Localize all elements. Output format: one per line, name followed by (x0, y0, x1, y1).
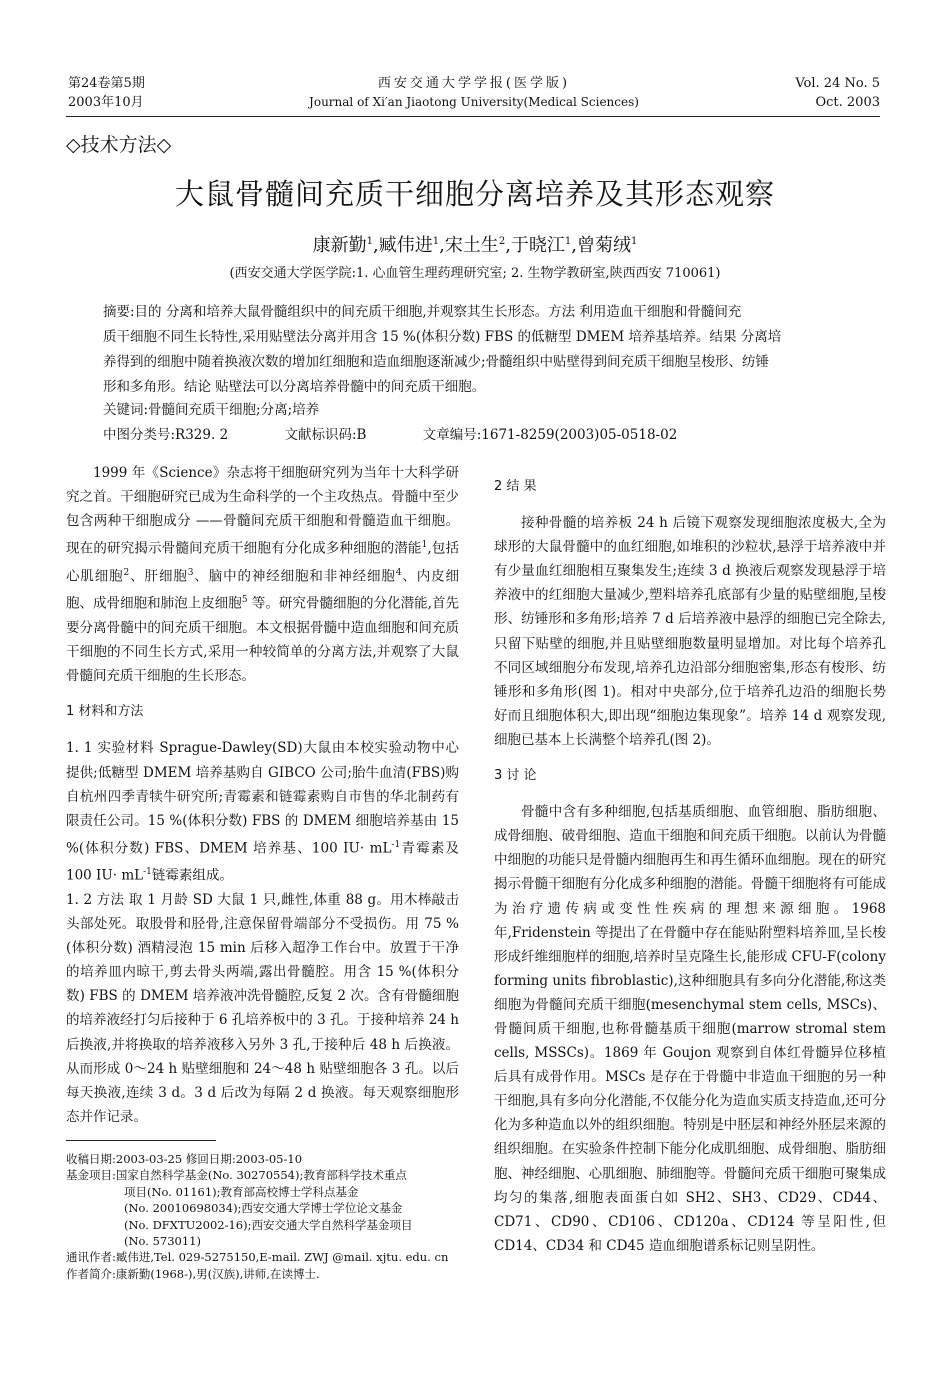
author-affil-mark: 1 (366, 236, 373, 247)
paper-title: 大鼠骨髓间充质干细胞分离培养及其形态观察 (174, 177, 775, 211)
date-en: Oct. 2003 (815, 95, 880, 110)
fund-line: 项目(No. 01161);教育部高校博士学科点基金 (124, 1184, 359, 1199)
author-affil-mark: 1 (432, 236, 440, 247)
section-heading-discussion: 3 讨 论 (494, 768, 537, 784)
author-list: 康新勤$^1$,臧伟进$^1$,宋土生$^2$,于晓江$^1$,曾菊绒$^1$ (312, 235, 638, 256)
section-heading-results: 2 结 果 (494, 479, 537, 494)
received-date: 收稿日期:2003-03-25 修回日期:2003-05-10 (66, 1152, 303, 1166)
author-affil-mark: 1 (631, 236, 638, 247)
footnote-rule (66, 1140, 216, 1141)
discussion-paragraph: 骨髓中含有多种细胞,包括基质细胞、血管细胞、脂肪细胞、成骨细胞、破骨细胞、造血干细胞和间充质干细胞。以前认为骨髓中细胞的功能只是骨髓内细胞再生和再生循环血细胞。现在的研究揭示骨髓干细胞有分化成多种细胞的潜能。骨髓干细胞将有可能成为治疗遗传病或变性性疾病的理想来源细胞。1968 年,Fridenstein 等提出了在骨髓中存在能贴附塑料培养皿,呈长梭形成纤维细胞样的细胞,培养时呈克隆生长,能形成 CFU-F(colony forming units fibroblastic),这种细胞具有多向分化潜能,称这类细胞为骨髓间充质干细胞(mesenchymal stem cells, MSCs)、骨髓间质干细胞,也称骨髓基质干细胞(marrow stromal stem cells, MSSCs)。1869 年 Goujon 观察到自体红骨髓异位移植后具有成骨作用。MSCs 是存在于骨髓中非造血干细胞的另一种干细胞,具有多向分化潜能,不仅能分化为造血实质支持造血,还可分化为多种造血以外的组织细胞。特别是中胚层和神经外胚层来源的组织细胞。在实验条件控制下能分化成肌细胞、成骨细胞、脂肪细胞、神经细胞、心肌细胞、肺细胞等。骨髓间充质干细胞可聚集成均匀的集落,细胞表面蛋白如 SH2、SH3、CD29、CD44、CD71、CD90、CD106、CD120a、CD124 等呈阳性,但 CD14、CD34 和 CD45 造血细胞谱系标记则呈阴性。 (494, 804, 886, 1254)
left-column (66, 461, 459, 1129)
right-column (494, 461, 886, 1258)
header-right (795, 74, 880, 112)
section-tag: ◇技术方法◇ (66, 134, 172, 156)
section-heading-methods: 1 材料和方法 (66, 704, 144, 720)
abstract (103, 300, 853, 400)
fund-line: (No. 573011) (124, 1234, 201, 1249)
intro-paragraph: 1999 年《Science》杂志将干细胞研究列为当年十大科学研究之首。干细胞研究已成为生命科学的一个主攻热点。骨髓中至少包含两种干细胞成分 ——骨髓间充质干细胞和骨髓造血干细胞。现在的研究揭示骨髓间充质干细胞有分化成多种细胞的潜能$^1$,包括心肌细胞$^2$、肝细胞$^3$、脑中的神经细胞和非神经细胞$^4$、内皮细胞、成骨细胞和肺泡上皮细胞$^5$ 等。研究骨髓细胞的分化潜能,首先要分离骨髓中的间充质干细胞。本文根据骨髓中造血细胞和间充质干细胞的不同生长方式,采用一种较简单的分离方法,并观察了大鼠骨髓间充质干细胞的生长形态。 (66, 465, 460, 685)
volume-issue-en: Vol. 24 No. 5 (795, 76, 880, 91)
materials-paragraph: 1. 1 实验材料 Sprague-Dawley(SD)大鼠由本校实验动物中心提供;低糖型 DMEM 培养基购自 GIBCO 公司;胎牛血清(FBS)购自杭州四季青犊牛研究所;青霉素和链霉素购自市售的华北制药有限责任公司。15 %(体积分数) FBS 的 DMEM 细胞培养基由 15 %(体积分数) FBS、DMEM 培养基、100 $IU\cdot mL^{-1}$青霉素及 100 $IU\cdot mL^{-1}$链霉素组成。 (66, 740, 460, 884)
header-center (68, 74, 880, 112)
fund-line: 基金项目:国家自然科学基金(No. 30270554);教育部科学技术重点 (66, 1168, 407, 1183)
clc-number: 中图分类号:R329. 2 (103, 427, 229, 443)
author-name: 宋土生 (444, 235, 499, 256)
author-affil-mark: 2 (498, 236, 506, 247)
abstract-line: 养得到的细胞中随着换液次数的增加红细胞和造血细胞逐渐减少;骨髓组织中贴壁得到间充质干细胞呈梭形、纺锤 (103, 354, 770, 370)
author-name: 臧伟进 (378, 235, 433, 256)
author-name: 曾菊绒 (577, 235, 632, 256)
abstract-line: 质干细胞不同生长特性,采用贴壁法分离并用含 15 %(体积分数) FBS 的低糖型 DMEM 培养基培养。结果 分离培 (103, 329, 782, 345)
author-affil-mark: 1 (564, 236, 572, 247)
journal-name-en: Journal of Xi′an Jiaotong University(Medical Sciences) (309, 95, 639, 109)
fund-line: (No. DFXTU2002-16);西安交通大学自然科学基金项目 (124, 1217, 413, 1232)
journal-name-cn: 西安交通大学学报(医学版) (377, 76, 571, 91)
results-paragraph: 接种骨髓的培养板 24 h 后镜下观察发现细胞浓度极大,全为球形的大鼠骨髓中的血红细胞,如堆积的沙粒状,悬浮于培养液中并有少量血红细胞相互聚集发生;连续 3 d 换液后观察发现悬浮于培养液中的红细胞大量减少,塑料培养孔底部有少量的贴壁细胞,呈梭形、纺锤形和多角形;培养 7 d 后培养液中悬浮的细胞已完全除去,只留下贴壁的细胞,并且贴壁细胞数量明显增加。对比每个培养孔不同区域细胞分布发现,培养孔边沿部分细胞密集,形态有梭形、纺锤形和多角形(图 1)。相对中央部分,位于培养孔边沿的细胞长势好而且细胞体积大,即出现“细胞边集现象”。培养 14 d 观察发现,细胞已基本上长满整个培养孔(图 2)。 (494, 515, 886, 748)
author-name: 康新勤 (312, 235, 367, 256)
corresponding-author: 通讯作者:臧伟进,Tel. 029-5275150,E-mail. ZWJ @mail. xjtu. edu. cn (66, 1250, 449, 1265)
abstract-line: 形和多角形。结论 贴壁法可以分离培养骨髓中的间充质干细胞。 (103, 379, 486, 395)
footnotes (66, 1151, 460, 1282)
document-code: 文献标识码:B (284, 427, 367, 443)
methods-paragraph: 1. 2 方法 取 1 月龄 SD 大鼠 1 只,雌性,体重 88 g。用木棒敲击头部处死。取股骨和胫骨,注意保留骨端部分不受损伤。用 75 %(体积分数) 酒精浸泡 15 min 后移入超净工作台中。放置于干净的培养皿内晾干,剪去骨头两端,露出骨髓腔。用含 15 %(体积分数) FBS 的 DMEM 培养液冲洗骨髓腔,反复 2 次。含有骨髓细胞的培养液经打匀后接种于 6 孔培养板中的 3 孔。于接种培养 24 h 后换液,并将换取的培养液移入另外 3 孔,于接种后 48 h 后换液。从而形成 0～24 h 贴壁细胞和 24～48 h 贴壁细胞各 3 孔。以后每天换液,连续 3 d。3 d 后改为每隔 2 d 换液。每天观察细胞形态并作记录。 (66, 892, 459, 1125)
author-name: 于晓江 (510, 235, 565, 256)
date-cn: 2003年10月 (68, 95, 144, 110)
abstract-line: 摘要:目的 分离和培养大鼠骨髓组织中的间充质干细胞,并观察其生长形态。方法 利用造血干细胞和骨髓间充 (103, 304, 742, 320)
fund-line: (No. 20010698034);西安交通大学博士学位论文基金 (124, 1201, 403, 1216)
author-bio: 作者简介:康新勤(1968-),男(汉族),讲师,在读博士. (66, 1266, 320, 1281)
keywords: 关键词:骨髓间充质干细胞;分离;培养 (103, 402, 320, 418)
classification-line (103, 423, 863, 443)
volume-issue-cn: 第24卷第5期 (68, 76, 145, 91)
header-rule (66, 116, 880, 117)
affiliation: (西安交通大学医学院:1. 心血管生理药理研究室; 2. 生物学教研室,陕西西安 710061) (229, 266, 721, 281)
article-number: 文章编号:1671-8259(2003)05-0518-02 (422, 427, 678, 443)
